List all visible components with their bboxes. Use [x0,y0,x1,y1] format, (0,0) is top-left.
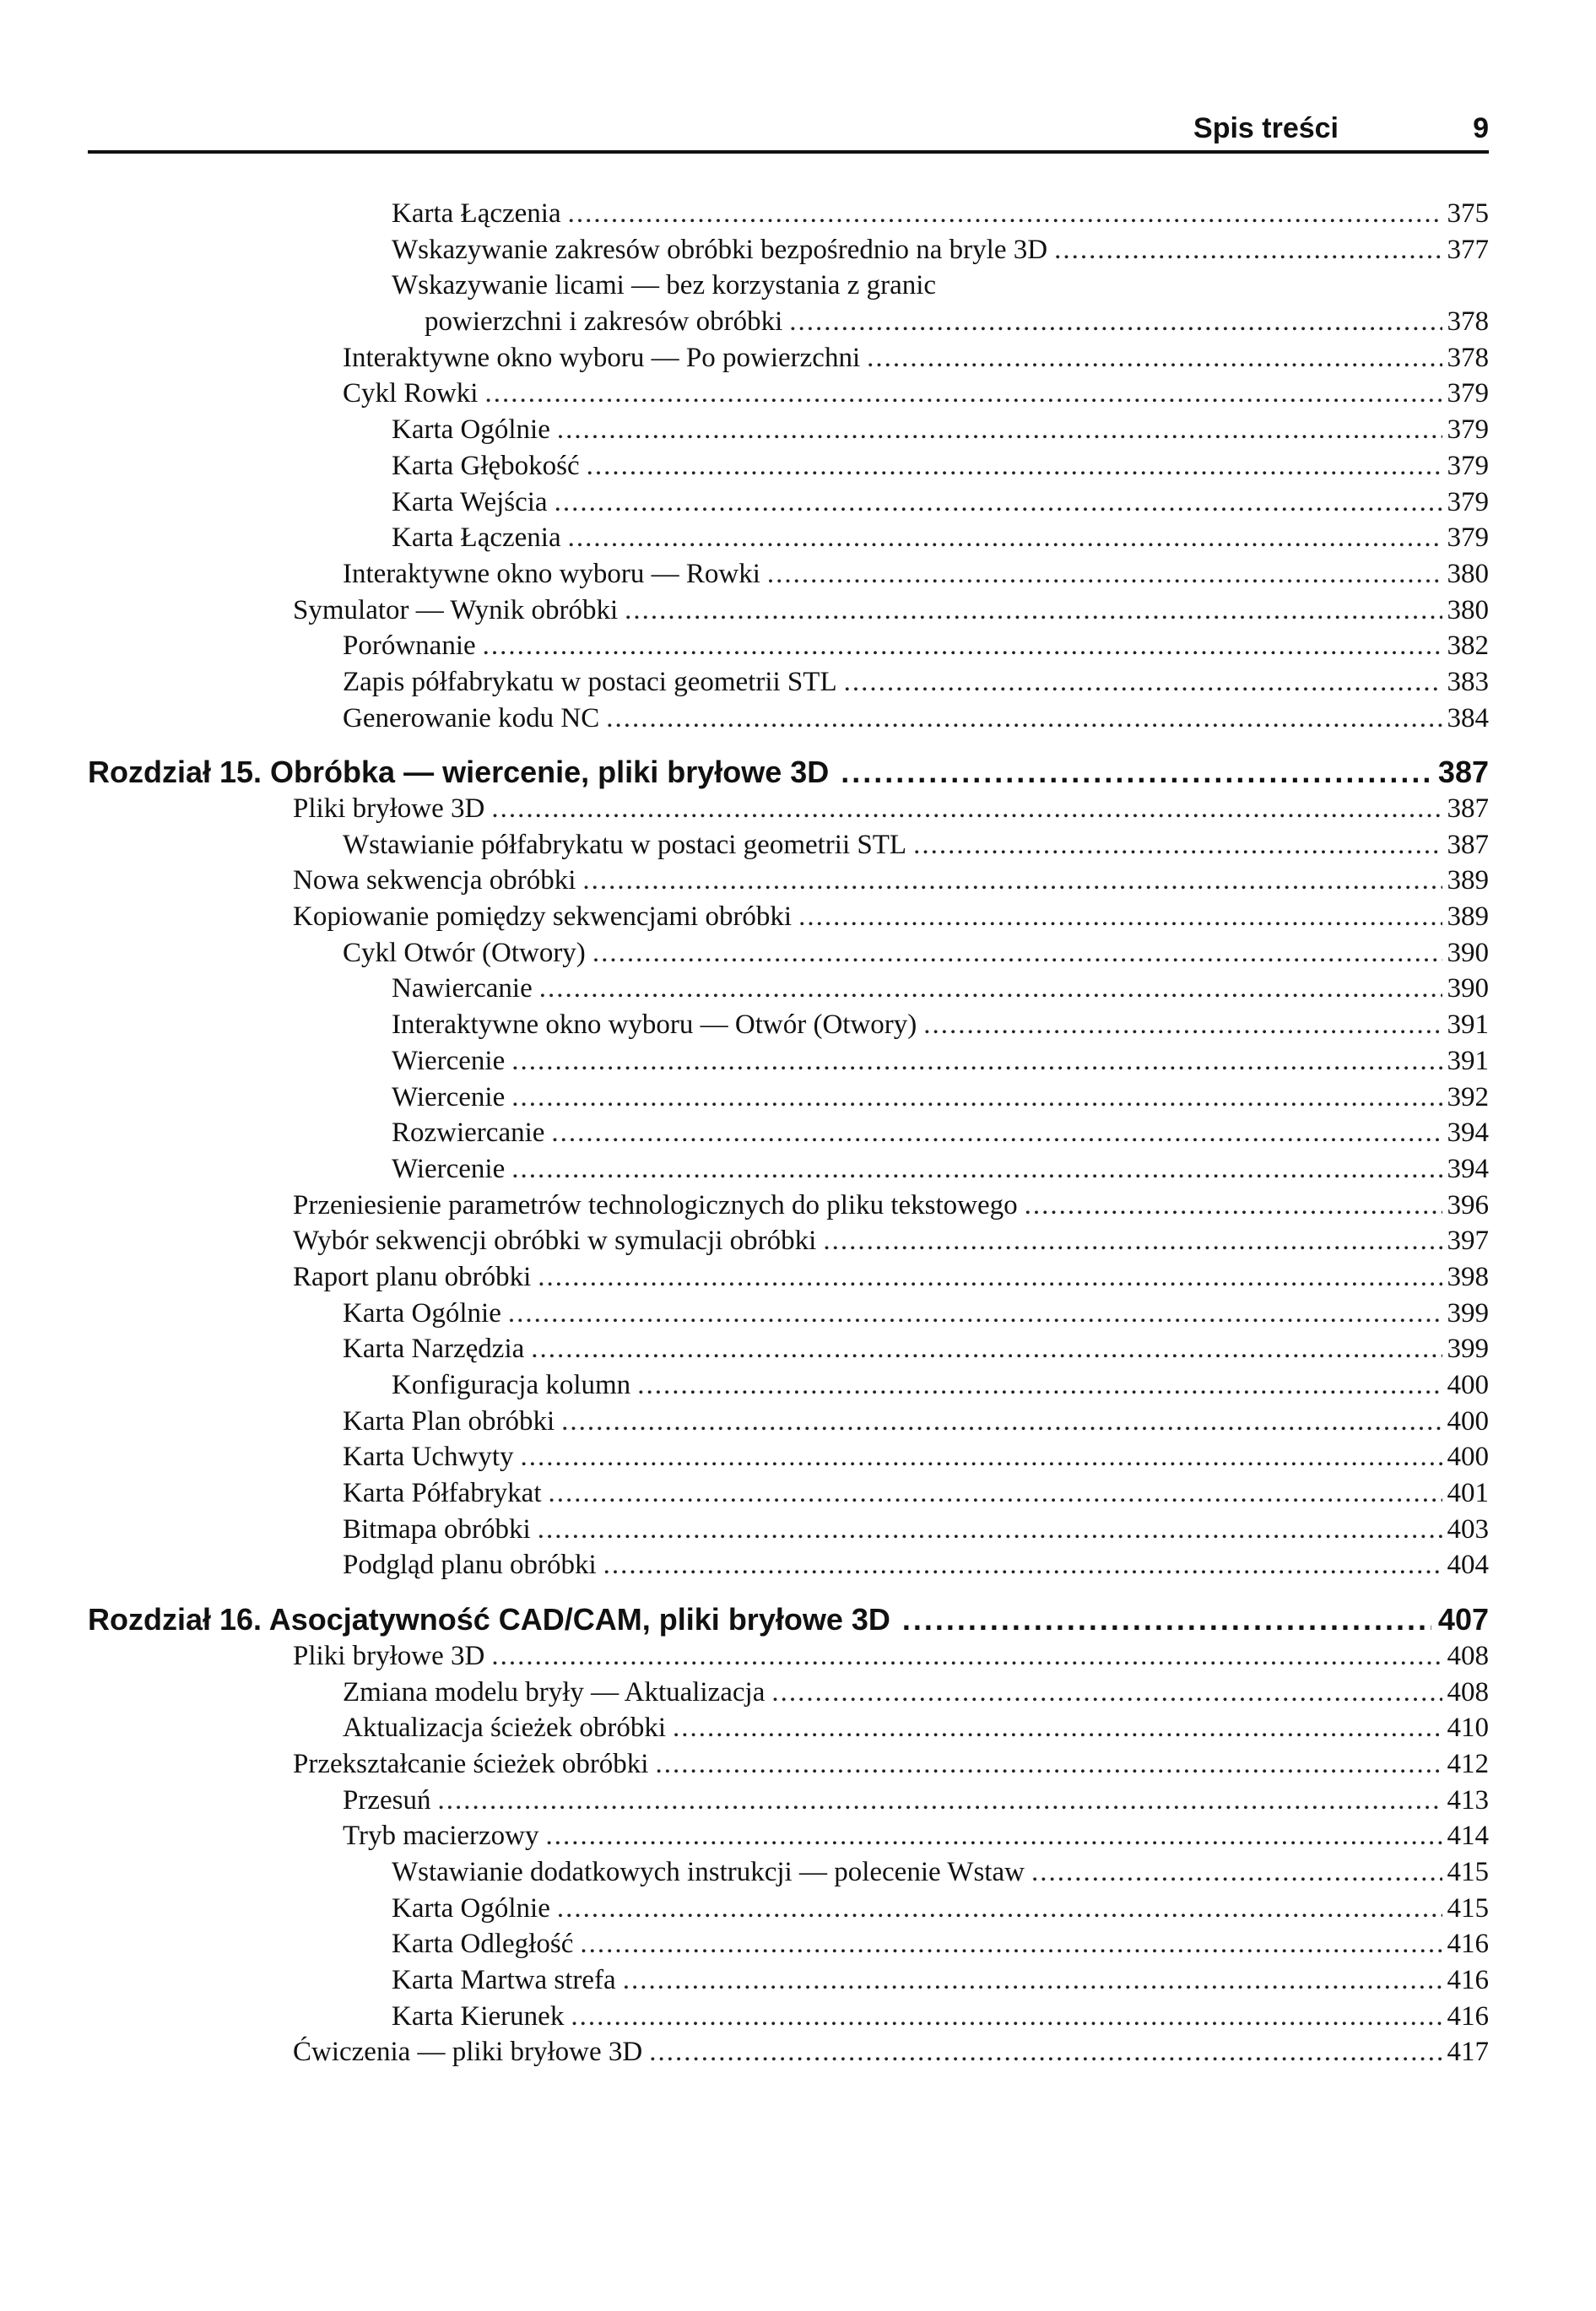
toc-entry[interactable] [88,1710,1489,1746]
chapter-page: 407 [1437,1602,1489,1637]
dot-leader [571,1999,1442,2035]
toc-entry[interactable] [88,1891,1489,1927]
toc-entry[interactable] [88,484,1489,521]
header-page-number: 9 [1473,112,1489,144]
toc-entry-page: 379 [1447,378,1489,409]
toc-entry-title: Cykl Otwór (Otwory) [343,937,586,968]
toc-entry-page: 413 [1447,1784,1489,1816]
toc-entry[interactable] [88,196,1489,232]
toc-entry-page: 377 [1447,234,1489,265]
toc-entry-page: 401 [1447,1478,1489,1509]
toc-entry[interactable] [88,1999,1489,2035]
toc-entry-page: 389 [1447,901,1489,933]
toc-entry[interactable] [88,628,1489,664]
toc-entry-title: Porównanie [343,631,476,662]
toc-entry-page: 400 [1447,1442,1489,1473]
toc-entry-page: 400 [1447,1405,1489,1437]
dot-leader [511,1043,1442,1080]
toc-entry-page: 408 [1447,1640,1489,1671]
dot-leader [511,1080,1442,1116]
toc-entry[interactable] [88,1151,1489,1188]
toc-entry[interactable] [88,1675,1489,1711]
dot-leader [545,1818,1442,1854]
toc-entry-page: 392 [1447,1081,1489,1112]
toc-entry-title: Wstawianie półfabrykatu w postaci geometrii STL [343,829,907,860]
toc-entry-title: Karta Ogólnie [343,1297,501,1329]
toc-entry[interactable] [88,664,1489,701]
toc-entry-title: Karta Ogólnie [392,1892,550,1924]
toc-entry-page: 378 [1447,342,1489,373]
toc-entry-title: Pliki bryłowe 3D [293,793,485,824]
toc-entry-title: Karta Martwa strefa [392,1965,616,1995]
toc-entry[interactable] [88,448,1489,484]
dot-leader [539,971,1442,1007]
dot-leader [606,701,1442,737]
toc-entry[interactable] [88,1188,1489,1224]
toc-entry-page: 397 [1447,1226,1489,1257]
toc-entry-title: Karta Ogólnie [392,414,550,446]
chapter-page: 387 [1437,755,1489,790]
toc-entry-title: Generowanie kodu NC [343,702,600,733]
toc-entry[interactable] [88,863,1489,899]
chapter-title: Rozdział 16. Asocjatywność CAD/CAM, pliki bryłowe 3D [88,1602,890,1637]
dot-leader [580,1926,1442,1962]
toc-entry-title: Karta Narzędzia [343,1334,525,1365]
toc-entry-title: Symulator — Wynik obróbki [293,594,619,625]
dot-leader [625,593,1442,629]
toc-entry-page: 394 [1447,1118,1489,1149]
toc-entry-title: Wskazywanie zakresów obróbki bezpośrednio na bryle 3D [392,234,1048,265]
toc-entry-page: 387 [1447,793,1489,824]
toc-entry[interactable] [88,1638,1489,1675]
toc-entry[interactable] [88,268,1489,304]
toc-entry-title: Przekształcanie ścieżek obróbki [293,1748,649,1779]
toc-entry-page: 399 [1447,1297,1489,1329]
dot-leader [561,1404,1442,1440]
toc-section-ch14-tail [88,196,1489,736]
dot-leader [649,2034,1442,2070]
toc-entry-title: Karta Głębokość [392,450,580,481]
toc-entry[interactable] [88,1818,1489,1854]
toc-entry-title: Wiercenie [392,1081,506,1112]
toc-entry-page: 417 [1447,2037,1489,2068]
dot-leader [1054,232,1442,268]
toc-entry-title: Karta Odległość [392,1929,574,1960]
toc-entry-title: Karta Wejścia [392,486,548,517]
toc-entry[interactable] [88,1331,1489,1367]
toc-entry-title: Kopiowanie pomiędzy sekwencjami obróbki [293,901,793,933]
toc-entry-page: 390 [1447,937,1489,968]
toc-entry-title: Karta Plan obróbki [343,1405,555,1437]
toc-entry-page: 384 [1447,702,1489,733]
toc-entry[interactable] [88,1512,1489,1548]
toc-entry-page: 382 [1447,631,1489,662]
toc-entry[interactable] [88,1439,1489,1475]
toc-entry-page: 416 [1447,2000,1489,2032]
toc-entry[interactable] [88,1854,1489,1891]
toc-entry-title: Przeniesienie parametrów technologicznych do pliku tekstowego [293,1189,1018,1220]
toc-entry-page: 416 [1447,1929,1489,1960]
toc-entry[interactable] [88,1926,1489,1962]
toc-entry-title: Wybór sekwencji obróbki w symulacji obróbki [293,1226,817,1257]
toc-entry-title: Cykl Rowki [343,378,479,409]
toc-entry[interactable] [88,1223,1489,1259]
dot-leader [789,304,1442,340]
toc-entry-title: Wiercenie [392,1153,506,1184]
toc-entry-page: 396 [1447,1189,1489,1220]
dot-leader [538,1512,1442,1548]
toc-entry-title: Aktualizacja ścieżek obróbki [343,1713,666,1744]
dot-leader [587,448,1442,484]
toc-entry-title: Nawiercanie [392,973,533,1004]
dot-leader [557,1891,1442,1927]
toc-entry-page: 380 [1447,594,1489,625]
header-title: Spis treści [1193,112,1339,144]
toc-entry-title: Rozwiercanie [392,1118,545,1149]
toc-entry-title: Interaktywne okno wyboru — Rowki [343,558,760,589]
toc-entry[interactable] [88,376,1489,412]
toc-entry-page: 383 [1447,666,1489,697]
toc-entry-page: 379 [1447,450,1489,481]
toc-entry[interactable] [88,340,1489,376]
toc-entry-page: 403 [1447,1513,1489,1545]
dot-leader [867,340,1442,376]
toc-entry[interactable] [88,1404,1489,1440]
toc-entry-page: 398 [1447,1261,1489,1292]
toc-entry-title: Karta Półfabrykat [343,1478,542,1509]
dot-leader [592,935,1442,971]
toc-entry[interactable] [88,935,1489,971]
toc-entry[interactable] [88,304,1489,340]
toc-entry[interactable] [88,1259,1489,1296]
toc-entry[interactable] [88,1367,1489,1404]
toc-entry-title: Karta Kierunek [392,2000,565,2032]
dot-leader [655,1746,1442,1783]
dot-leader [823,1223,1442,1259]
toc-entry-title: Ćwiczenia — pliki bryłowe 3D [293,2037,643,2068]
dot-leader [557,412,1442,448]
toc-entry-page: 379 [1447,414,1489,446]
dot-leader [1025,1188,1442,1224]
dot-leader [491,791,1442,827]
toc-entry[interactable] [88,593,1489,629]
dot-leader [798,899,1442,935]
toc-entry-page: 394 [1447,1153,1489,1184]
table-of-contents [88,196,1489,2070]
dot-leader [913,827,1442,863]
toc-entry-title: Interaktywne okno wyboru — Otwór (Otwory) [392,1009,917,1041]
dot-leader [437,1783,1442,1819]
dot-leader [923,1007,1442,1043]
toc-entry[interactable] [88,520,1489,556]
toc-entry-page: 379 [1447,522,1489,554]
toc-entry-page: 379 [1447,486,1489,517]
dot-leader [511,1151,1442,1188]
toc-entry-title: Karta Łączenia [392,522,561,554]
toc-entry-title: Karta Łączenia [392,198,561,229]
toc-entry[interactable] [88,1115,1489,1151]
toc-entry-page: 378 [1447,306,1489,338]
dot-leader [568,520,1442,556]
toc-entry-page: 412 [1447,1748,1489,1779]
toc-entry-title: Wiercenie [392,1045,506,1076]
toc-entry-page: 380 [1447,558,1489,589]
toc-entry-title: Wstawianie dodatkowych instrukcji — polecenie Wstaw [392,1856,1025,1887]
dot-leader [508,1296,1442,1332]
toc-entry[interactable] [88,1783,1489,1819]
dot-leader [491,1638,1442,1675]
toc-entry-page: 390 [1447,973,1489,1004]
toc-entry-page: 400 [1447,1370,1489,1400]
toc-entry-title: Przesuń [343,1784,431,1816]
toc-entry-title: powierzchni i zakresów obróbki [425,306,783,338]
dot-leader [771,1675,1442,1711]
chapter-16-heading[interactable] [88,1602,1489,1638]
toc-entry-title: Nowa sekwencja obróbki [293,865,576,896]
dot-leader [902,1602,1431,1638]
toc-entry-page: 391 [1447,1009,1489,1041]
toc-entry-title: Zmiana modelu bryły — Aktualizacja [343,1676,766,1708]
dot-leader [483,628,1442,664]
dot-leader [767,556,1442,593]
dot-leader [673,1710,1442,1746]
dot-leader [538,1259,1442,1296]
dot-leader [637,1367,1442,1404]
toc-entry[interactable] [88,1746,1489,1783]
toc-entry-page: 415 [1447,1856,1489,1887]
toc-entry[interactable] [88,1080,1489,1116]
toc-entry-title: Tryb macierzowy [343,1821,539,1852]
toc-entry-title: Wskazywanie licami — bez korzystania z granic [392,270,937,301]
toc-entry[interactable] [88,1547,1489,1583]
dot-leader [1031,1854,1442,1891]
toc-entry-title: Zapis półfabrykatu w postaci geometrii STL [343,666,837,697]
toc-entry-title: Interaktywne okno wyboru — Po powierzchni [343,342,861,373]
toc-entry-page: 389 [1447,865,1489,896]
toc-entry-page: 415 [1447,1892,1489,1924]
toc-entry-title: Pliki bryłowe 3D [293,1640,485,1671]
dot-leader [521,1439,1442,1475]
toc-entry[interactable] [88,1296,1489,1332]
toc-entry-page: 399 [1447,1334,1489,1365]
chapter-15-heading[interactable] [88,755,1489,791]
toc-section-ch16 [88,1638,1489,2070]
toc-entry-page: 391 [1447,1045,1489,1076]
dot-leader [551,1115,1442,1151]
dot-leader [844,664,1442,701]
dot-leader [841,755,1431,791]
toc-entry-title: Raport planu obróbki [293,1261,532,1292]
toc-entry[interactable] [88,556,1489,593]
toc-entry-page: 410 [1447,1713,1489,1744]
chapter-title: Rozdział 15. Obróbka — wiercenie, pliki bryłowe 3D [88,755,830,790]
toc-entry[interactable] [88,971,1489,1007]
toc-entry[interactable] [88,701,1489,737]
toc-entry-page: 404 [1447,1550,1489,1581]
dot-leader [582,863,1442,899]
toc-entry[interactable] [88,1475,1489,1512]
dot-leader [555,484,1442,521]
dot-leader [531,1331,1442,1367]
toc-entry-title: Konfiguracja kolumn [392,1370,631,1400]
dot-leader [603,1547,1442,1583]
toc-entry[interactable] [88,791,1489,827]
toc-entry-page: 414 [1447,1821,1489,1852]
dot-leader [623,1962,1442,1999]
toc-entry[interactable] [88,827,1489,863]
toc-entry[interactable] [88,899,1489,935]
toc-entry-title: Karta Uchwyty [343,1442,514,1473]
dot-leader [484,376,1442,412]
toc-entry[interactable] [88,1007,1489,1043]
running-header [88,106,1489,154]
dot-leader [568,196,1442,232]
toc-entry[interactable] [88,412,1489,448]
toc-entry-page: 387 [1447,829,1489,860]
toc-entry-page: 408 [1447,1676,1489,1708]
toc-entry[interactable] [88,1043,1489,1080]
toc-entry[interactable] [88,232,1489,268]
toc-entry-title: Bitmapa obróbki [343,1513,531,1545]
toc-entry-page: 375 [1447,198,1489,229]
toc-entry-title: Podgląd planu obróbki [343,1550,597,1581]
toc-section-ch15 [88,791,1489,1583]
dot-leader [549,1475,1442,1512]
toc-entry[interactable] [88,1962,1489,1999]
toc-entry[interactable] [88,2034,1489,2070]
toc-entry-page: 416 [1447,1965,1489,1995]
